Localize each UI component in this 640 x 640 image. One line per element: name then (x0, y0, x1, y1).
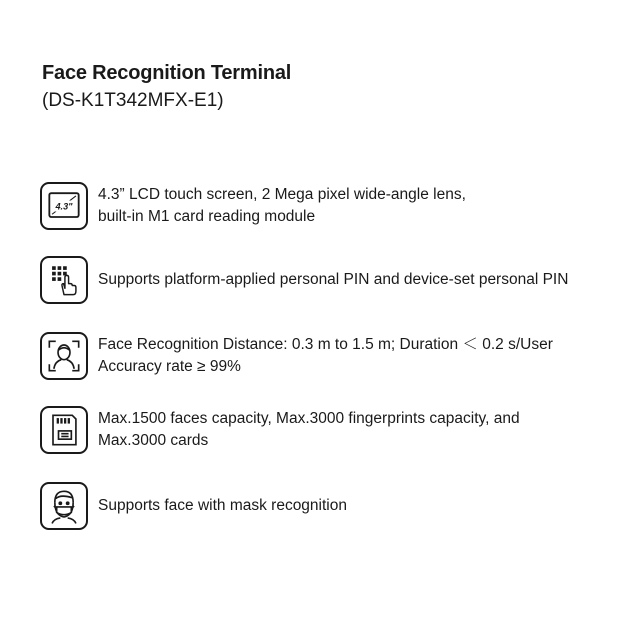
feature-line: Max.3000 cards (98, 432, 209, 449)
lcd-size-label: 4.3" (55, 201, 73, 212)
feature-line: Supports face with mask recognition (98, 497, 347, 514)
feature-line: Max.1500 faces capacity, Max.3000 fingerprints capacity, and (98, 410, 520, 427)
feature-line: Supports platform-applied personal PIN and device-set personal PIN (98, 271, 569, 288)
keypad-touch-icon (40, 256, 88, 304)
feature-line: built-in M1 card reading module (98, 208, 316, 225)
lcd-screen-icon (40, 182, 88, 230)
face-mask-icon (40, 482, 88, 530)
feature-text (98, 269, 568, 291)
feature-text (98, 184, 466, 228)
feature-item-face-recognition (40, 332, 630, 380)
feature-text (98, 495, 347, 517)
feature-line: 4.3” LCD touch screen, 2 Mega pixel wide-angle lens, (98, 186, 466, 203)
model-number: (DS-K1T342MFX-E1) (42, 90, 224, 111)
feature-text (98, 334, 553, 378)
face-scan-icon (40, 332, 88, 380)
memory-card-icon (40, 406, 88, 454)
feature-text (98, 408, 520, 452)
feature-item-lcd (40, 182, 630, 230)
feature-line: Accuracy rate ≥ 99% (98, 358, 241, 375)
feature-item-mask (40, 482, 630, 530)
feature-line: Face Recognition Distance: 0.3 m to 1.5 m; Duration ＜ 0.2 s/User (98, 336, 553, 353)
feature-item-capacity (40, 406, 630, 454)
page-title: Face Recognition Terminal (42, 62, 292, 84)
feature-item-pin (40, 256, 630, 304)
